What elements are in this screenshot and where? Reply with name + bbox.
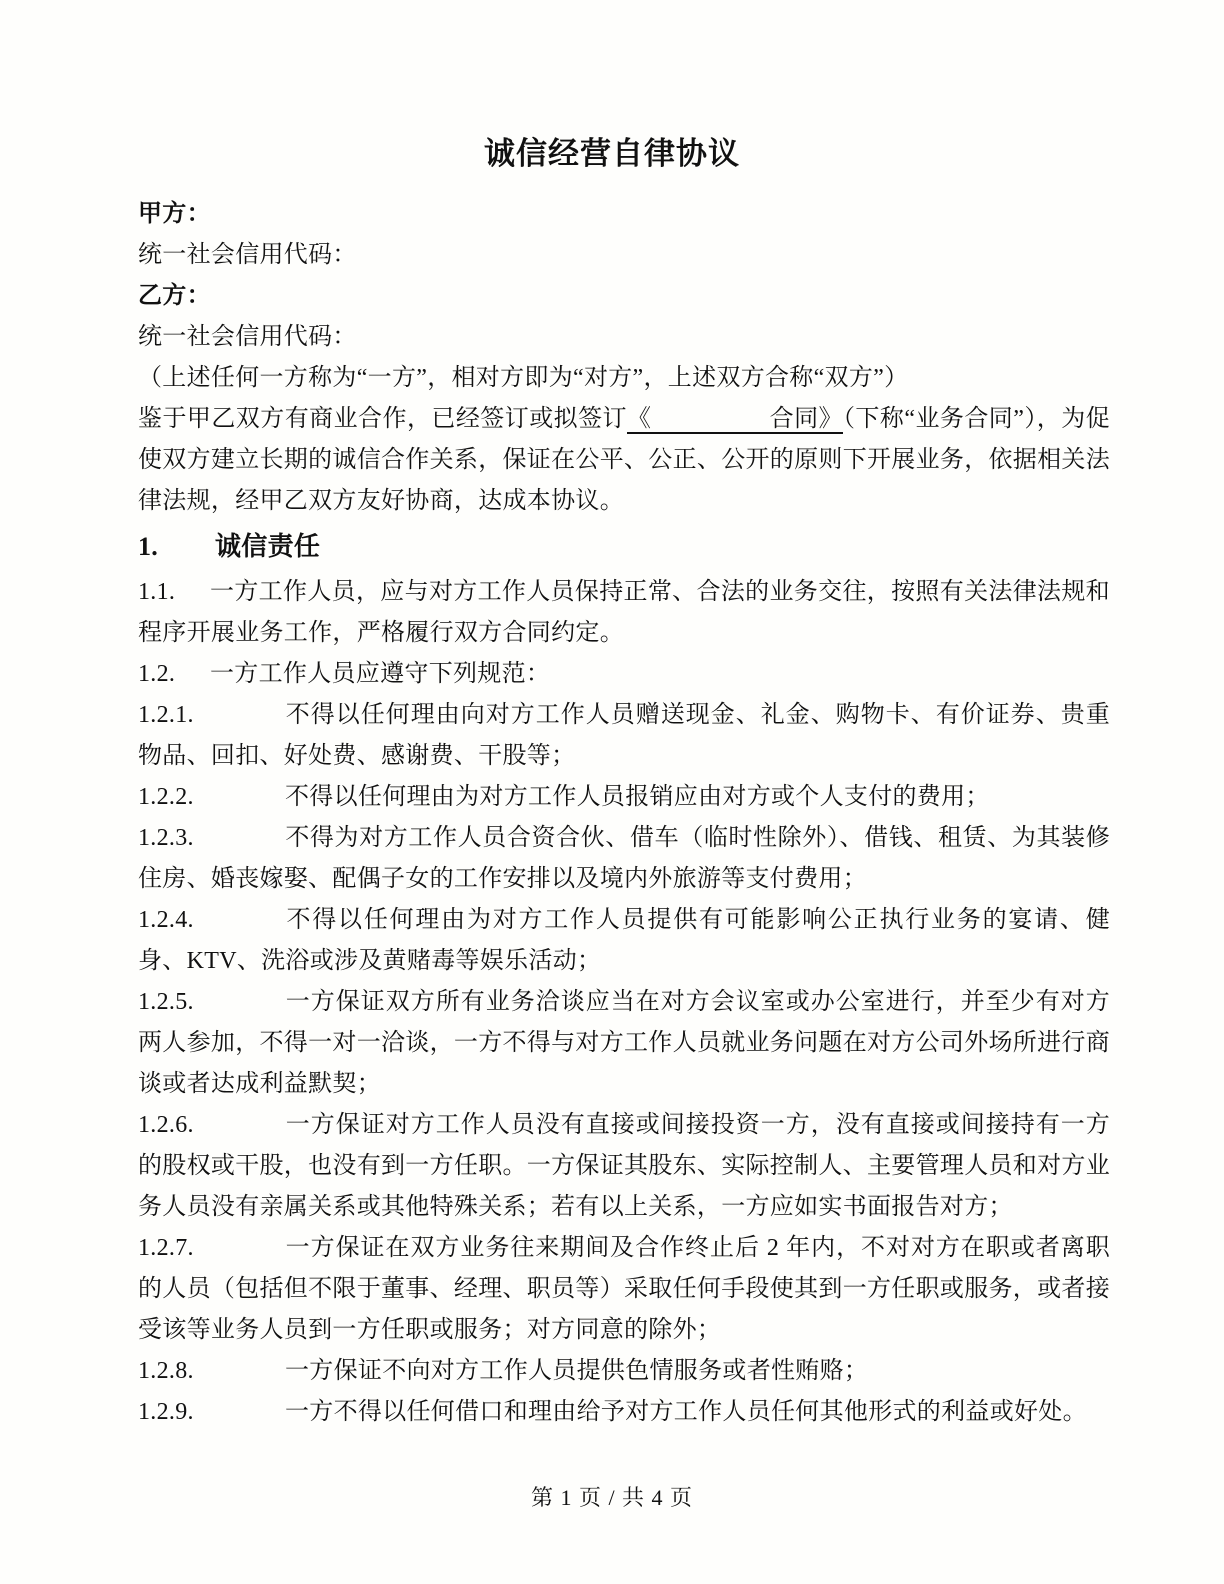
preamble-paragraph [138, 399, 1110, 522]
clause-text: 一方不得以任何借口和理由给予对方工作人员任何其他形式的利益或好处。 [285, 1399, 1087, 1425]
clause-text: 一方保证对方工作人员没有直接或间接投资一方，没有直接或间接持有一方的股权或干股，也没有到一方任职。一方保证其股东、实际控制人、主要管理人员和对方业务人员没有亲属关系或其他特殊关系；若有以上关系，一方应如实书面报告对方； [138, 1112, 1110, 1220]
clause-text: 不得以任何理由向对方工作人员赠送现金、礼金、购物卡、有价证券、贵重物品、回扣、好处费、感谢费、干股等； [138, 702, 1110, 769]
clause-number: 1.2.1. [138, 702, 194, 728]
clause-number: 1.2.8. [138, 1358, 194, 1384]
clause-1.2.1 [138, 695, 1110, 777]
clause-number: 1.2.3. [138, 825, 194, 851]
clause-1.2.5 [138, 982, 1110, 1105]
page-number: 第 1 页 / 共 4 页 [530, 1485, 694, 1510]
party-b-label: 乙方： [138, 283, 211, 309]
section-1-heading [138, 523, 1110, 571]
clause-1.2.2 [138, 777, 1110, 818]
clause-text: 一方保证在双方业务往来期间及合作终止后 2 年内，不对对方在职或者离职的人员（包括但不限于董事、经理、职员等）采取任何手段使其到一方任职或服务，或者接受该等业务人员到一方任职或服务；对方同意的除外； [138, 1235, 1110, 1343]
clause-text: 一方工作人员应遵守下列规范： [210, 661, 551, 687]
clause-text: 不得以任何理由为对方工作人员报销应由对方或个人支付的费用； [285, 784, 990, 810]
clause-1.2.4 [138, 900, 1110, 982]
preamble-text-before-blank: 鉴于甲乙双方有商业合作，已经签订或拟签订 [138, 406, 628, 432]
blank-open-bracket: 《 [627, 406, 652, 432]
clause-1.2.8 [138, 1351, 1110, 1392]
clause-number: 1.2.5. [138, 989, 194, 1015]
clause-text: 一方保证双方所有业务洽谈应当在对方会议室或办公室进行，并至少有对方两人参加，不得一对一洽谈，一方不得与对方工作人员就业务问题在对方公司外场所进行商谈或者达成利益默契； [138, 989, 1110, 1097]
clause-number: 1.2.4. [138, 907, 194, 933]
blank-close-text: 合同》 [769, 406, 843, 432]
clause-number: 1.2.9. [138, 1399, 194, 1425]
clause-text: 不得以任何理由为对方工作人员提供有可能影响公正执行业务的宴请、健身、KTV、洗浴或涉及黄赌毒等娱乐活动； [138, 907, 1110, 974]
preamble-text-after-blank: （下称“业务合同”），为促使双方建立长期的诚信合作关系，保证在公平、公正、公开的原则下开展业务，依据相关法律法规，经甲乙双方友好协商，达成本协议。 [138, 406, 1110, 514]
clause-1.2 [138, 654, 1110, 695]
party-a-credit-code-label: 统一社会信用代码： [138, 242, 357, 268]
clause-text: 一方工作人员，应与对方工作人员保持正常、合法的业务交往，按照有关法律法规和程序开展业务工作，严格履行双方合同约定。 [138, 579, 1110, 646]
clause-number: 1.2. [138, 661, 176, 687]
section-1-title: 诚信责任 [215, 532, 321, 561]
clause-text: 一方保证不向对方工作人员提供色情服务或者性贿赂； [285, 1358, 869, 1384]
clause-number: 1.2.2. [138, 784, 194, 810]
document-title: 诚信经营自律协议 [484, 136, 740, 171]
party-a-label: 甲方： [138, 201, 211, 227]
clause-number: 1.2.6. [138, 1112, 194, 1138]
clause-1.2.9 [138, 1392, 1110, 1433]
clause-number: 1.1. [138, 579, 176, 605]
party-b-credit-code-label: 统一社会信用代码： [138, 324, 357, 350]
clause-1.2.3 [138, 818, 1110, 900]
parties-definition-note: （上述任何一方称为“一方”，相对方即为“对方”，上述双方合称“双方”） [138, 365, 909, 391]
clause-1.2.7 [138, 1228, 1110, 1351]
clause-text: 不得为对方工作人员合资合伙、借车（临时性除外）、借钱、租赁、为其装修住房、婚丧嫁娶、配偶子女的工作安排以及境内外旅游等支付费用； [138, 825, 1110, 892]
contract-name-blank [627, 406, 843, 434]
clause-1.2.6 [138, 1105, 1110, 1228]
clause-number: 1.2.7. [138, 1235, 194, 1261]
clause-1.1 [138, 572, 1110, 654]
section-1-number: 1. [138, 532, 159, 561]
clauses [138, 572, 1110, 1433]
